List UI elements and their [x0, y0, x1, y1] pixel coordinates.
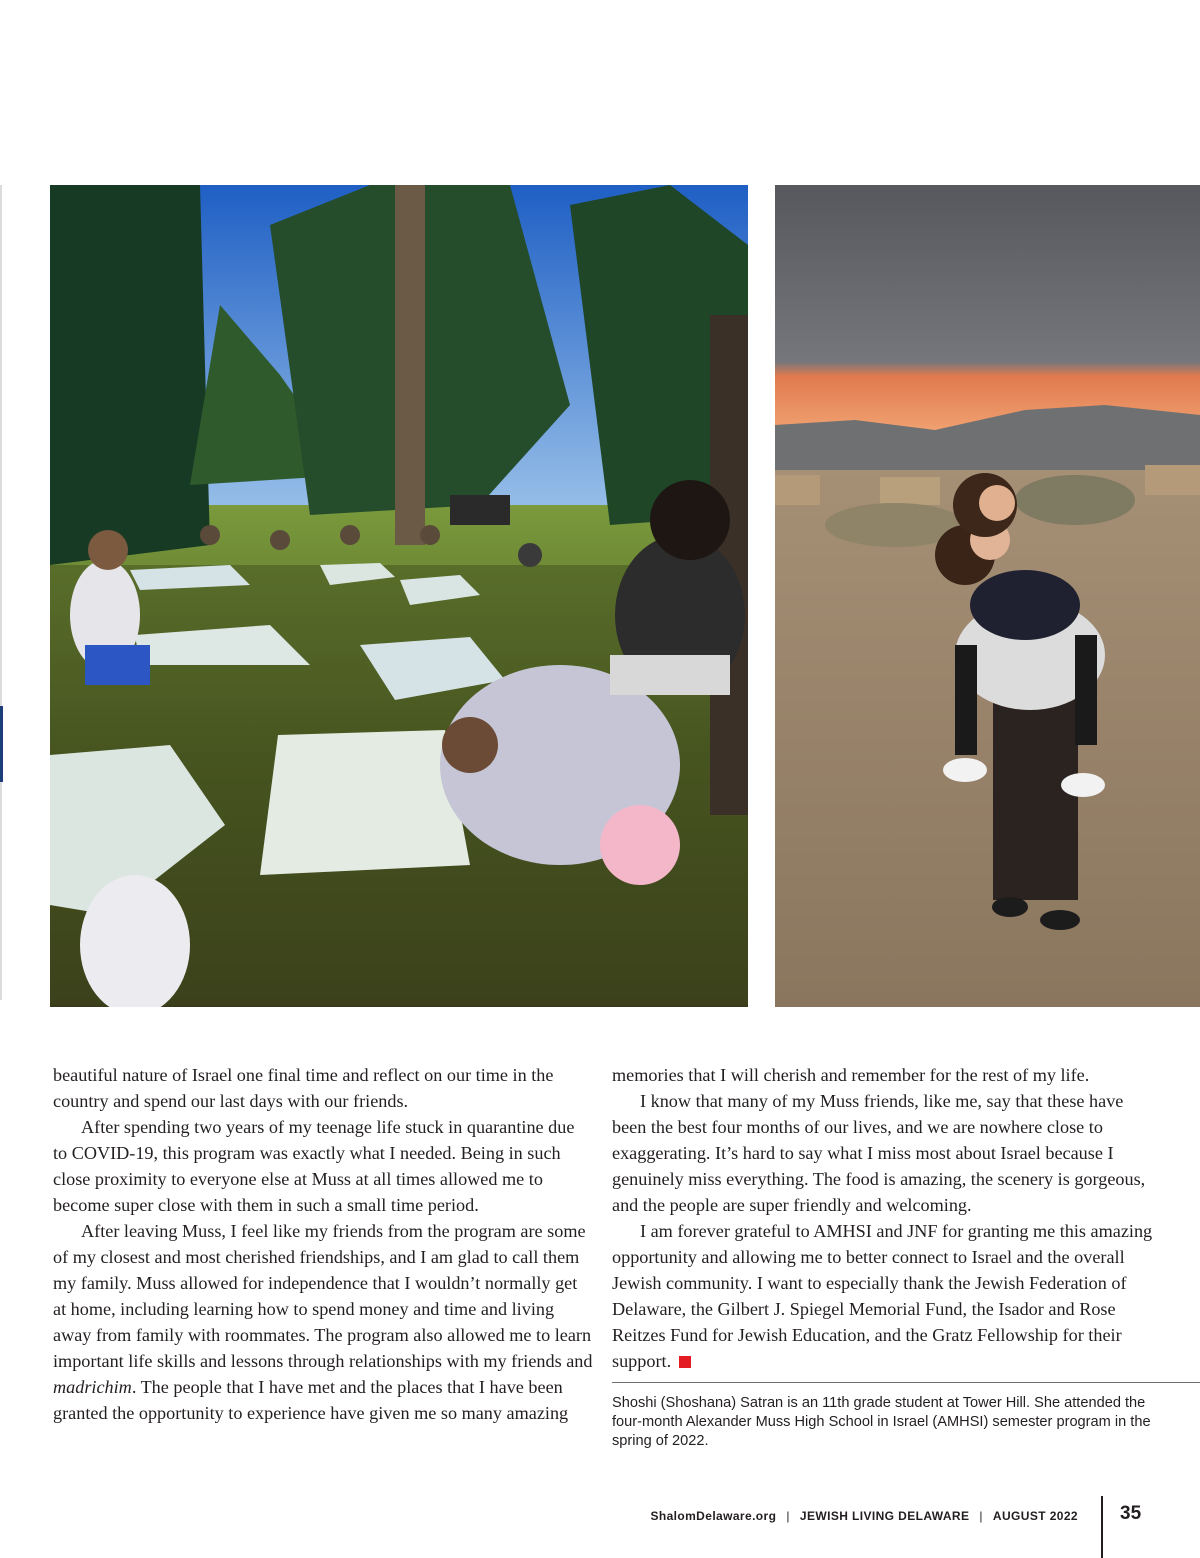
- footer-issue: AUGUST 2022: [992, 1509, 1078, 1523]
- paragraph-text: I am forever grateful to AMHSI and JNF for granting me this amazing opportunity and allowing me to better connect to Israel and the overall Jewish community. I want to especially thank the Jewish Federation of Delaware, the Gilbert J. Spiegel Memorial Fund, the Isador and Rose Reitzes Fund for Jewish Education, and the Gratz Fellowship for their support.: [612, 1221, 1153, 1371]
- page-edge-line: [0, 185, 2, 1000]
- bio-divider: [612, 1382, 1200, 1383]
- italic-term: madrichim: [53, 1377, 132, 1397]
- paragraph: [53, 1218, 593, 1426]
- photo-students-with-maps-illustration: [50, 185, 748, 1007]
- article-column-right: [612, 1062, 1157, 1374]
- footer-rule: [1101, 1496, 1103, 1558]
- paragraph: memories that I will cherish and remember for the rest of my life.: [612, 1065, 1090, 1085]
- paragraph-text: After leaving Muss, I feel like my friends from the program are some of my closest and most cherished friendships, and I am glad to call them my family. Muss allowed for independence that I wouldn’t normally get at home, including learning how to spend money and time and living away from family with roommates. The program also allowed me to learn important life skills and lessons through relationships with my friends and: [53, 1221, 593, 1371]
- paragraph-text: . The people that I have met and the places that I have been granted the opportunity to experience have given me so many amazing: [53, 1377, 569, 1423]
- photo-girls-at-sunset: [775, 185, 1200, 1007]
- paragraph: [612, 1218, 1157, 1374]
- photo-girls-at-sunset-illustration: [775, 185, 1200, 1007]
- page-edge-tab: [0, 706, 3, 782]
- footer-separator: |: [786, 1509, 790, 1523]
- footer-separator: |: [979, 1509, 983, 1523]
- paragraph: After spending two years of my teenage life stuck in quarantine due to COVID-19, this program was exactly what I needed. Being in such close proximity to everyone else at Muss at all times allowed me to become super close with them in such a small time period.: [53, 1117, 575, 1215]
- footer-publication: JEWISH LIVING DELAWARE: [799, 1509, 970, 1523]
- page-number: 35: [1120, 1503, 1142, 1524]
- paragraph: beautiful nature of Israel one final time and reflect on our time in the country and spend our last days with our friends.: [53, 1065, 554, 1111]
- photo-students-with-maps: [50, 185, 748, 1007]
- author-bio: Shoshi (Shoshana) Satran is an 11th grade student at Tower Hill. She attended the four-month Alexander Muss High School in Israel (AMHSI) semester program in the spring of 2022.: [612, 1395, 1151, 1449]
- footer-site: ShalomDelaware.org: [650, 1509, 777, 1523]
- page-footer: [650, 1509, 1078, 1523]
- end-of-article-icon: [679, 1356, 691, 1368]
- article-column-left: [53, 1062, 593, 1426]
- paragraph: I know that many of my Muss friends, like me, say that these have been the best four months of our lives, and we are nowhere close to exaggerating. It’s hard to say what I miss most about Israel because I genuinely miss everything. The food is amazing, the scenery is gorgeous, and the people are super friendly and welcoming.: [612, 1091, 1146, 1215]
